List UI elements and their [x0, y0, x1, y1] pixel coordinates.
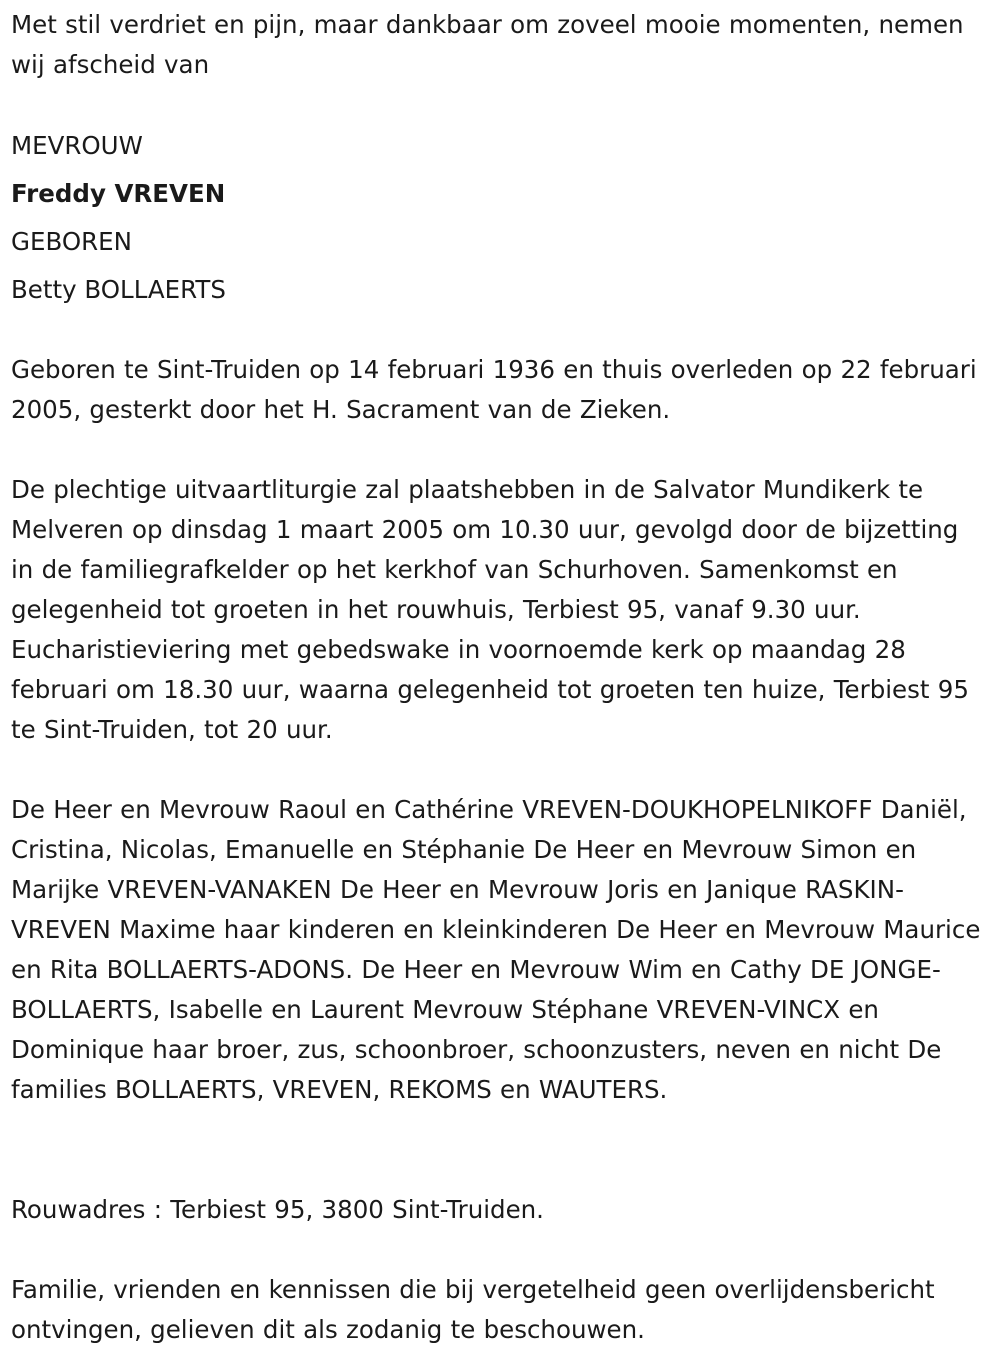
birth-death-text: Geboren te Sint-Truiden op 14 februari 1936 en thuis overleden op 22 februari 2005, gesterkt door het H. Sacrament van de Zieken. — [11, 355, 977, 424]
family-text: De Heer en Mevrouw Raoul en Cathérine VREVEN-DOUKHOPELNIKOFF Daniël, Cristina, Nicolas, Emanuelle en Stéphanie De Heer en Mevrouw Simon en Marijke VREVEN-VANAKEN De Heer en Mevrouw Joris en Janique RASKIN-VREVEN Maxime haar kinderen en kleinkinderen De Heer en Mevrouw Maurice en Rita BOLLAERTS-ADONS. De Heer en Mevrouw Wim en Cathy DE JONGE-BOLLAERTS, Isabelle en Laurent Mevrouw Stéphane VREVEN-VINCX en Dominique haar broer, zus, schoonbroer, schoonzusters, neven en nicht De families BOLLAERTS, VREVEN, REKOMS en WAUTERS. — [11, 795, 981, 1104]
closing-text: Familie, vrienden en kennissen die bij vergetelheid geen overlijdensbericht ontvingen, gelieven dit als zodanig te beschouwen. — [11, 1275, 935, 1344]
title-geboren: GEBOREN — [11, 227, 132, 256]
mourning-address: Rouwadres : Terbiest 95, 3800 Sint-Truiden. — [11, 1195, 544, 1224]
funeral-text: De plechtige uitvaartliturgie zal plaatshebben in de Salvator Mundikerk te Melveren op dinsdag 1 maart 2005 om 10.30 uur, gevolgd door de bijzetting in de familiegrafkelder op het kerkhof van Schurhoven. Samenkomst en gelegenheid tot groeten in het rouwhuis, Terbiest 95, vanaf 9.30 uur. Eucharistieviering met gebedswake in voornoemde kerk op maandag 28 februari om 18.30 uur, waarna gelegenheid tot groeten ten huize, Terbiest 95 te Sint-Truiden, tot 20 uur. — [11, 475, 969, 744]
title-mevrouw: MEVROUW — [11, 131, 143, 160]
deceased-name: Freddy VREVEN — [11, 179, 226, 208]
intro-text: Met stil verdriet en pijn, maar dankbaar om zoveel mooie momenten, nemen wij afscheid van — [11, 10, 964, 79]
maiden-name: Betty BOLLAERTS — [11, 275, 226, 304]
